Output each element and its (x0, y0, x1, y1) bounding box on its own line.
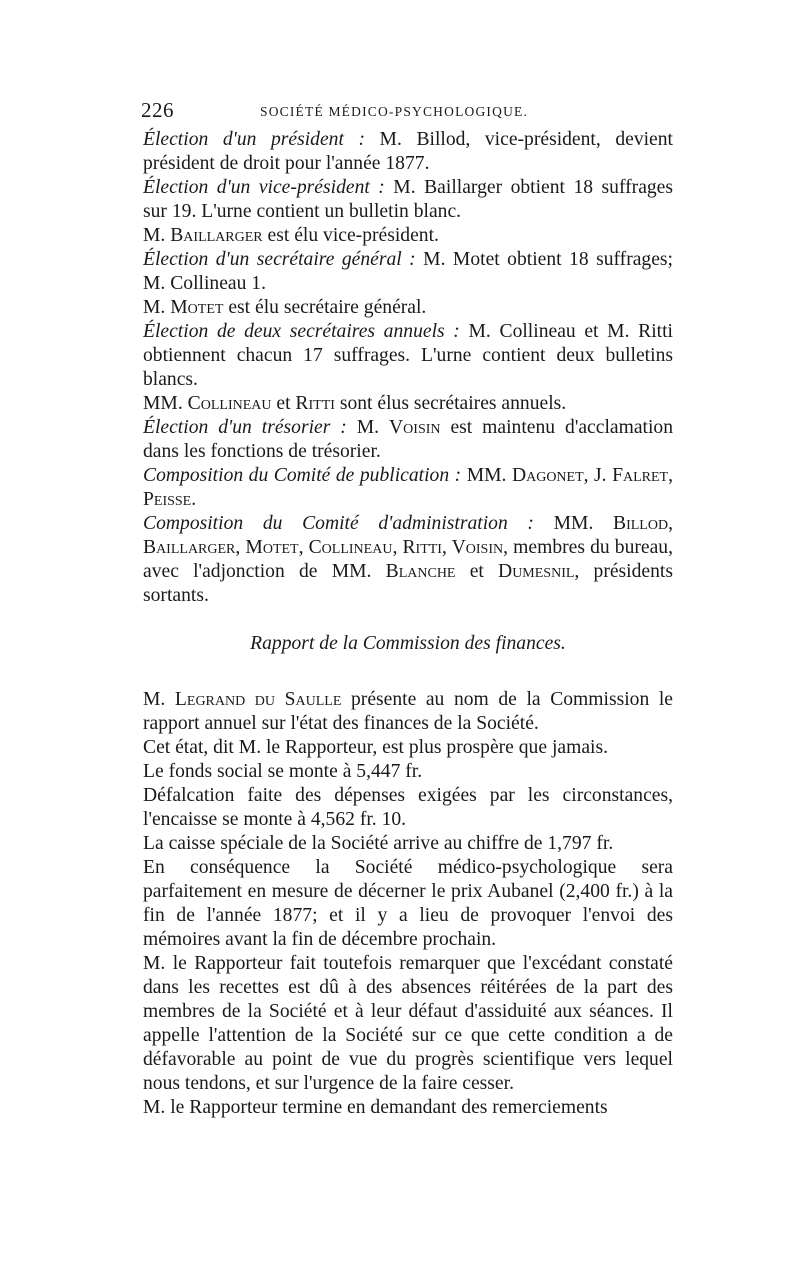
book-page (143, 98, 673, 1120)
paragraph-election-vice-president (143, 176, 673, 224)
name-ritti: Ritti (295, 393, 335, 414)
text-middle: membres du bureau, avec l'adjonction de MM. (143, 537, 673, 582)
text-rest: sont élus secrétaires annuels. (334, 393, 567, 414)
text-rest: est élu vice-président. (262, 225, 439, 246)
name-collineau: Collineau (187, 393, 272, 414)
report-paragraph-thanks: M. le Rapporteur termine en demandant des remerciements (143, 1097, 608, 1118)
text-election-secretary-general: M. Motet obtient 18 suffrages; M. Collineau 1. (143, 249, 673, 294)
report-paragraph-prize: En conséquence la Société médico-psychologique sera parfaitement en mesure de décerner le prix Aubanel (2,400 fr.) à la fin de l'année 1877; et il y a lieu de provoquer l'envoi des mémoires avant la fin de décembre prochain. (143, 857, 673, 950)
text-election-annual-secretaries: M. Collineau et M. Ritti obtiennent chacun 17 suffrages. L'urne contient deux bulletins blancs. (143, 321, 673, 390)
text-election-vice-president: M. Baillarger obtient 18 suffrages sur 19. L'urne contient un bulletin blanc. (143, 177, 674, 222)
name-dumesnil: Dumesnil, (498, 561, 580, 582)
spacer (143, 608, 673, 632)
text-prefix: MM. (143, 393, 188, 414)
text-rest: est maintenu d'acclamation dans les fonctions de trésorier. (143, 417, 673, 462)
report-paragraph-intro (143, 688, 673, 736)
label-election-president: Élection d'un président : (143, 129, 365, 150)
text-rest: présente au nom de la Commission le rapport annuel sur l'état des finances de la Société. (143, 689, 673, 734)
paragraph-vice-president-elected (143, 224, 673, 248)
text-prefix: MM. (533, 513, 614, 534)
paragraph-election-secretary-general (143, 248, 673, 296)
label-election-annual-secretaries: Élection de deux secrétaires annuels : (143, 321, 460, 342)
label-election-treasurer: Élection d'un trésorier : (143, 417, 347, 438)
names-administration-committee: Billod, Baillarger, Motet, Collineau, Ritti, Voisin, (143, 513, 673, 558)
running-head-title: SOCIÉTÉ MÉDICO-PSYCHOLOGIQUE. (260, 104, 529, 119)
paragraph-election-president (143, 128, 673, 176)
name-voisin: Voisin (389, 417, 441, 438)
name-legrand-du-saulle: Legrand du Saulle (174, 689, 342, 710)
paragraph-administration-committee (143, 512, 673, 608)
label-election-secretary-general: Élection d'un secrétaire général : (143, 249, 416, 270)
paragraph-annual-secretaries-elected (143, 392, 673, 416)
report-paragraph-balance: Défalcation faite des dépenses exigées par les circonstances, l'encaisse se monte à 4,562 fr. 10. (143, 785, 673, 830)
section-title: Rapport de la Commission des finances. (250, 633, 566, 654)
text-rest: présidents sortants. (143, 561, 673, 606)
text-election-president: M. Billod, vice-président, devient président de droit pour l'année 1877. (143, 129, 673, 174)
label-election-vice-president: Élection d'un vice-président : (143, 177, 385, 198)
spacer (143, 656, 673, 688)
text-rest: est élu secrétaire général. (223, 297, 427, 318)
report-paragraph-attendance: M. le Rapporteur fait toutefois remarquer que l'excédant constaté dans les recettes est dû à des absences réitérées de la part des membres de la Société et à leur défaut d'assiduité aux séances. Il appelle l'attention de la Société sur ce que cette condition a de défavorable au point de vue du progrès scientifique vers lequel nous tendons, et sur l'urgence de la faire cesser. (143, 953, 673, 1094)
text-and: et (455, 561, 499, 582)
name-motet: Motet (170, 297, 224, 318)
label-publication-committee: Composition du Comité de publication : (143, 465, 462, 486)
text-prefix: M. (346, 417, 390, 438)
report-paragraph-fund: Le fonds social se monte à 5,447 fr. (143, 761, 423, 782)
paragraph-secretary-general-elected (143, 296, 673, 320)
names-publication-committee: Dagonet, J. Falret, Peisse. (143, 465, 673, 510)
name-baillarger: Baillarger (170, 225, 263, 246)
text-prefix: M. (143, 689, 175, 710)
page-number: 226 (141, 98, 174, 122)
label-administration-committee: Composition du Comité d'administration : (143, 513, 534, 534)
text-and: et (271, 393, 296, 414)
paragraph-election-treasurer (143, 416, 673, 464)
text-prefix: M. (143, 297, 171, 318)
name-blanche: Blanche (385, 561, 456, 582)
paragraph-election-annual-secretaries (143, 320, 673, 392)
paragraph-publication-committee (143, 464, 673, 512)
report-paragraph-special-fund: La caisse spéciale de la Société arrive au chiffre de 1,797 fr. (143, 833, 614, 854)
report-paragraph-state: Cet état, dit M. le Rapporteur, est plus prospère que jamais. (143, 737, 608, 758)
running-head (143, 98, 673, 128)
text-prefix: MM. (461, 465, 512, 486)
text-prefix: M. (143, 225, 171, 246)
